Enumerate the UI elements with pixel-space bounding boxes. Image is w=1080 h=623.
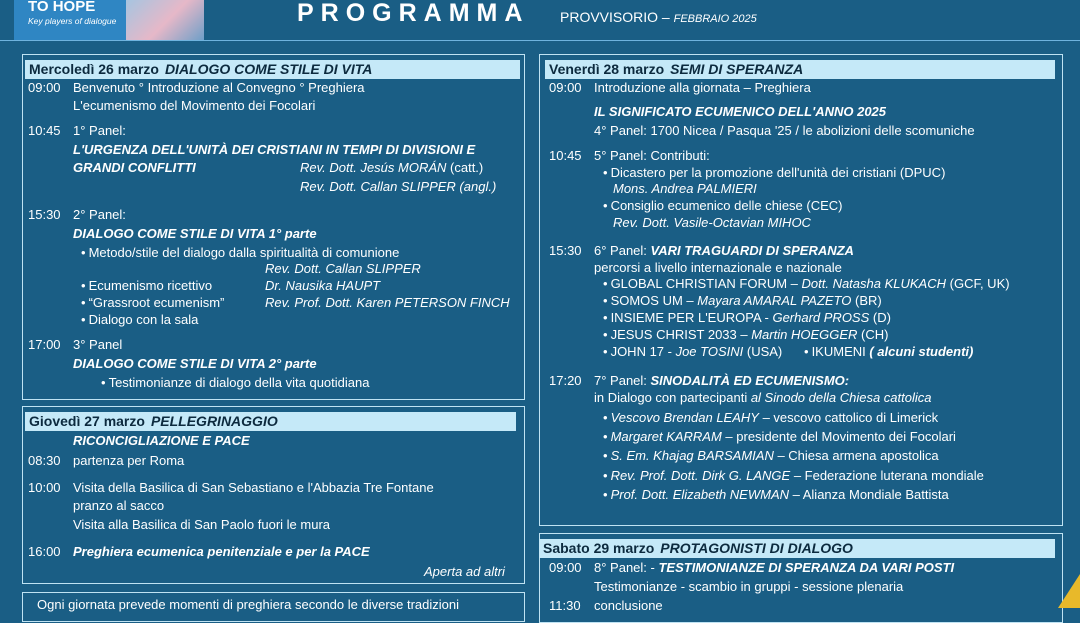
wednesday-day: Mercoledì 26 marzo bbox=[29, 61, 159, 77]
logo bbox=[14, 0, 204, 40]
fri-line-3: 4° Panel: 1700 Nicea / Pasqua '25 / le abolizioni delle scomuniche bbox=[594, 123, 975, 138]
fri-group-1-person: Dott. Natasha KLUKACH bbox=[801, 276, 947, 291]
fri-participant-5-role: – Alianza Mondiale Battista bbox=[789, 487, 949, 502]
wed-bullet-1: • Metodo/stile del dialogo dalla spiritualità di comunione bbox=[81, 245, 399, 261]
fri-panel6-title: VARI TRAGUARDI DI SPERANZA bbox=[650, 243, 854, 258]
wed-line-7: DIALOGO COME STILE DI VITA 1° parte bbox=[73, 226, 317, 241]
page-subtitle bbox=[560, 9, 757, 25]
fri-participant-2-name: Margaret KARRAM bbox=[610, 429, 722, 444]
fri-group-2-country: (BR) bbox=[851, 293, 882, 308]
thu-line-4: Visita alla Basilica di San Paolo fuori le mura bbox=[73, 517, 331, 532]
fri-participant-3-name: S. Em. Khajag BARSAMIAN bbox=[610, 448, 774, 463]
wed-bullet-5: • Testimonianze di dialogo della vita quotidiana bbox=[101, 375, 369, 391]
fri-participant-1 bbox=[603, 410, 938, 426]
fri-participant-5 bbox=[603, 487, 949, 503]
fri-speaker-1: Mons. Andrea PALMIERI bbox=[613, 181, 757, 196]
wed-line-3: 1° Panel: bbox=[73, 123, 126, 138]
fri-time-1: 09:00 bbox=[549, 80, 582, 95]
sat-panel8-label: 8° Panel: - bbox=[594, 560, 659, 575]
fri-group-3-country: (D) bbox=[869, 310, 891, 325]
wednesday-theme: DIALOGO COME STILE DI VITA bbox=[164, 61, 373, 77]
saturday-daybar bbox=[539, 539, 1055, 558]
fri-participant-1-role: – vescovo cattolico di Limerick bbox=[758, 410, 939, 425]
fri-group-6-note: ( alcuni studenti) bbox=[869, 344, 974, 359]
footer-note: Ogni giornata prevede momenti di preghiera secondo le diverse tradizioni bbox=[37, 597, 460, 612]
thu-subtitle: RICONCIGLIAZIONE E PACE bbox=[73, 433, 250, 448]
fri-line-6: percorsi a livello internazionale e nazionale bbox=[594, 260, 842, 275]
fri-line-1: Introduzione alla giornata – Preghiera bbox=[594, 80, 811, 95]
sat-time-2: 11:30 bbox=[549, 598, 581, 613]
fri-group-4-country: (CH) bbox=[857, 327, 889, 342]
friday-theme: SEMI DI SPERANZA bbox=[670, 61, 804, 77]
wed-speaker-4: Dr. Nausika HAUPT bbox=[265, 278, 381, 293]
fri-group-1-org: GLOBAL CHRISTIAN FORUM – bbox=[610, 276, 802, 291]
logo-text: TO HOPE bbox=[28, 0, 96, 15]
fri-group-2 bbox=[603, 293, 882, 309]
wed-bullet-2: • Ecumenismo ricettivo bbox=[81, 278, 212, 294]
fri-panel7-title: SINODALITÀ ED ECUMENISMO: bbox=[650, 373, 850, 388]
fri-participant-4-name: Rev. Prof. Dott. Dirk G. LANGE bbox=[610, 468, 791, 483]
fri-group-6 bbox=[804, 344, 973, 360]
thu-line-5: Preghiera ecumenica penitenziale e per la PACE bbox=[73, 544, 370, 559]
thu-line-2: Visita della Basilica di San Sebastiano e l'Abbazia Tre Fontane bbox=[73, 480, 434, 495]
sat-line-3: conclusione bbox=[594, 598, 663, 613]
fri-participant-1-name: Vescovo Brendan LEAHY bbox=[610, 410, 759, 425]
fri-group-4-person: Martin HOEGGER bbox=[751, 327, 858, 342]
fri-line-8-text: in Dialogo con partecipanti bbox=[594, 390, 751, 405]
wed-line-6: 2° Panel: bbox=[73, 207, 126, 222]
fri-group-2-org: SOMOS UM – bbox=[610, 293, 698, 308]
wed-time-1: 09:00 bbox=[28, 80, 61, 95]
thu-time-2: 10:00 bbox=[28, 480, 61, 495]
wed-time-4: 17:00 bbox=[28, 337, 61, 352]
fri-line-5 bbox=[594, 243, 854, 259]
fri-bullet-2: • Consiglio ecumenico delle chiese (CEC) bbox=[603, 198, 843, 214]
fri-group-3-org: INSIEME PER L'EUROPA - bbox=[610, 310, 773, 325]
thu-line-1: partenza per Roma bbox=[73, 453, 185, 468]
wed-speaker-1 bbox=[300, 160, 483, 176]
fri-group-5 bbox=[603, 344, 782, 360]
fri-participant-3 bbox=[603, 448, 939, 464]
thu-line-3: pranzo al sacco bbox=[73, 498, 165, 513]
fri-panel7-label: 7° Panel: bbox=[594, 373, 651, 388]
fri-bullet-1: • Dicastero per la promozione dell'unità dei cristiani (DPUC) bbox=[603, 165, 945, 181]
logo-photo bbox=[126, 0, 204, 40]
wed-line-9: DIALOGO COME STILE DI VITA 2° parte bbox=[73, 356, 317, 371]
fri-line-7 bbox=[594, 373, 849, 389]
fri-line-4: 5° Panel: Contributi: bbox=[594, 148, 710, 163]
sat-panel8-title: TESTIMONIANZE DI SPERANZA DA VARI POSTI bbox=[658, 560, 955, 575]
thursday-daybar bbox=[25, 412, 516, 431]
wed-line-4: L'URGENZA DELL'UNITÀ DEI CRISTIANI IN TEMPI DI DIVISIONI E bbox=[73, 142, 476, 157]
fri-group-6-org: IKUMENI bbox=[811, 344, 870, 359]
fri-group-4-org: JESUS CHRIST 2033 – bbox=[610, 327, 752, 342]
fri-group-3 bbox=[603, 310, 891, 326]
page-title: PROGRAMMA bbox=[297, 0, 530, 27]
fri-line-8 bbox=[594, 390, 932, 406]
fri-participant-4-role: – Federazione luterana mondiale bbox=[790, 468, 984, 483]
fri-group-1-country: (GCF, UK) bbox=[946, 276, 1010, 291]
wed-time-2: 10:45 bbox=[28, 123, 61, 138]
wed-line-1: Benvenuto ° Introduzione al Convegno ° Preghiera bbox=[73, 80, 365, 95]
subtitle-date: FEBBRAIO 2025 bbox=[673, 13, 757, 25]
fri-participant-3-role: – Chiesa armena apostolica bbox=[773, 448, 939, 463]
wed-speaker-3: Rev. Dott. Callan SLIPPER bbox=[265, 261, 421, 276]
fri-time-3: 15:30 bbox=[549, 243, 582, 258]
fri-line-8-synod: al Sinodo della Chiesa cattolica bbox=[750, 390, 932, 405]
wed-line-8: 3° Panel bbox=[73, 337, 123, 352]
fri-group-3-person: Gerhard PROSS bbox=[772, 310, 870, 325]
logo-subtext: Key players of dialogue bbox=[28, 16, 117, 26]
header-divider bbox=[0, 40, 1080, 41]
thu-time-1: 08:30 bbox=[28, 453, 61, 468]
thursday-theme: PELLEGRINAGGIO bbox=[150, 413, 278, 429]
fri-group-5-org: JOHN 17 - bbox=[610, 344, 676, 359]
wednesday-daybar bbox=[25, 60, 520, 79]
wed-speaker-5: Rev. Prof. Dott. Karen PETERSON FINCH bbox=[265, 295, 510, 310]
wed-speaker-2: Rev. Dott. Callan SLIPPER (angl.) bbox=[300, 179, 497, 194]
fri-group-1 bbox=[603, 276, 1010, 292]
sat-line-2: Testimonianze - scambio in gruppi - sessione plenaria bbox=[594, 579, 904, 594]
fri-group-2-person: Mayara AMARAL PAZETO bbox=[697, 293, 852, 308]
wed-speaker-1-name: Rev. Dott. Jesús MORÁN bbox=[300, 160, 447, 175]
saturday-theme: PROTAGONISTI DI DIALOGO bbox=[660, 540, 853, 556]
fri-speaker-2: Rev. Dott. Vasile-Octavian MIHOC bbox=[613, 215, 811, 230]
fri-participant-5-name: Prof. Dott. Elizabeth NEWMAN bbox=[610, 487, 790, 502]
thursday-day: Giovedì 27 marzo bbox=[29, 413, 145, 429]
wed-line-2: L'ecumenismo del Movimento dei Focolari bbox=[73, 98, 316, 113]
fri-line-2: IL SIGNIFICATO ECUMENICO DELL'ANNO 2025 bbox=[594, 104, 887, 119]
friday-day: Venerdì 28 marzo bbox=[549, 61, 665, 77]
fri-participant-4 bbox=[603, 468, 984, 484]
wed-line-5: GRANDI CONFLITTI bbox=[73, 160, 196, 175]
fri-time-2: 10:45 bbox=[549, 148, 582, 163]
fri-participant-2-role: – presidente del Movimento dei Focolari bbox=[721, 429, 956, 444]
sat-line-1 bbox=[594, 560, 954, 576]
sat-time-1: 09:00 bbox=[549, 560, 582, 575]
fri-panel6-label: 6° Panel: bbox=[594, 243, 651, 258]
thu-note: Aperta ad altri bbox=[424, 564, 505, 579]
wed-bullet-4: • Dialogo con la sala bbox=[81, 312, 198, 328]
fri-time-4: 17:20 bbox=[549, 373, 582, 388]
wed-time-3: 15:30 bbox=[28, 207, 61, 222]
subtitle-status: PROVVISORIO – bbox=[560, 9, 670, 25]
wed-bullet-3: • “Grassroot ecumenism” bbox=[81, 295, 224, 311]
wed-speaker-1-affil: (catt.) bbox=[446, 160, 484, 175]
thu-time-3: 16:00 bbox=[28, 544, 61, 559]
fri-group-5-person: Joe TOSINI bbox=[675, 344, 744, 359]
saturday-day: Sabato 29 marzo bbox=[543, 540, 655, 556]
fri-group-4 bbox=[603, 327, 888, 343]
fri-participant-2 bbox=[603, 429, 956, 445]
friday-daybar bbox=[545, 60, 1055, 79]
fri-group-5-country: (USA) bbox=[743, 344, 783, 359]
